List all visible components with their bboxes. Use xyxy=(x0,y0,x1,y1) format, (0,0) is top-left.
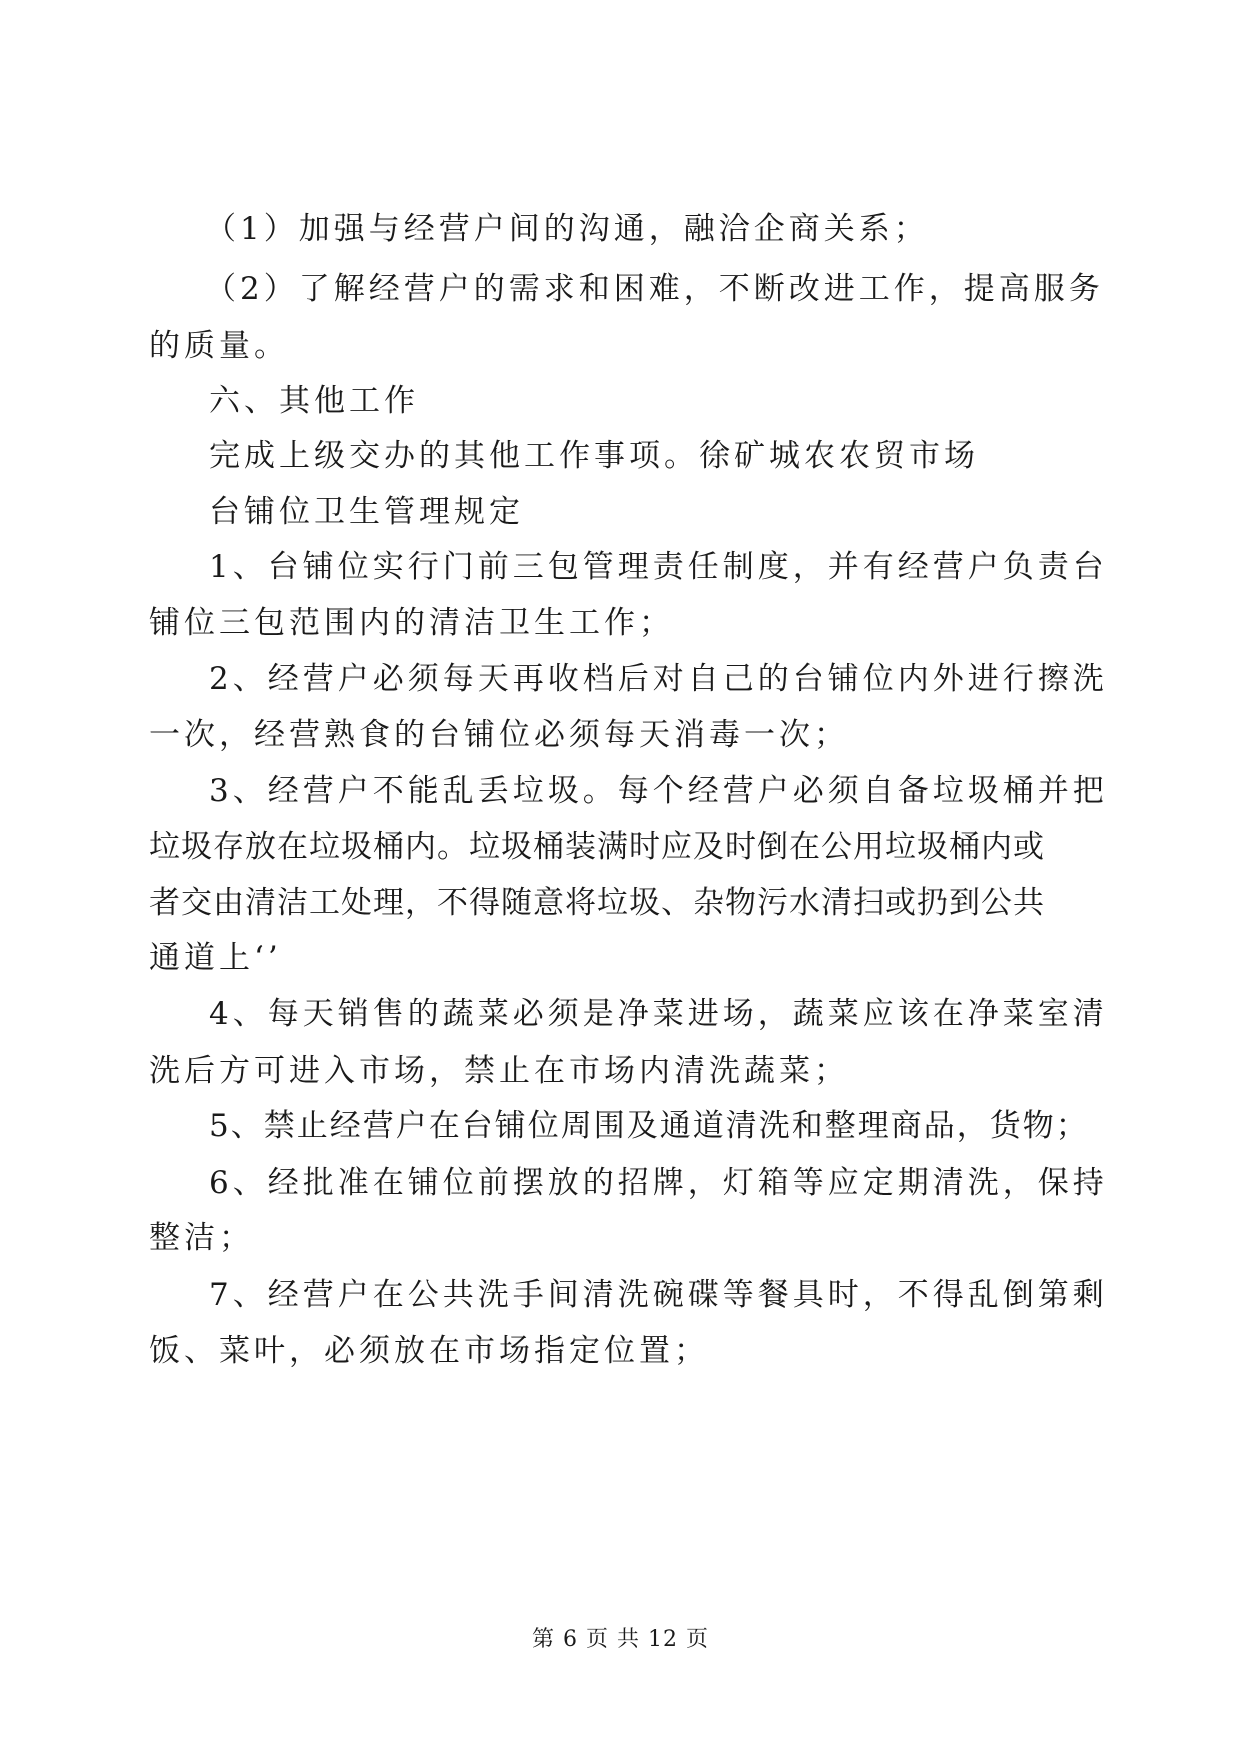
list-item: 1、台铺位实行门前三包管理责任制度，并有经营户负责台 xyxy=(209,549,1108,585)
list-item: 6、经批准在铺位前摆放的招牌，灯箱等应定期清洗，保持 xyxy=(209,1165,1108,1201)
text-line: 完成上级交办的其他工作事项。徐矿城农农贸市场 xyxy=(209,438,979,474)
text-line: 通道上‘’ xyxy=(149,940,282,976)
list-item: 3、经营户不能乱丢垃圾。每个经营户必须自备垃圾桶并把 xyxy=(209,773,1108,809)
document-title: 台铺位卫生管理规定 xyxy=(209,494,524,530)
text-line: （1）加强与经营户间的沟通，融洽企商关系； xyxy=(205,211,929,247)
section-heading: 六、其他工作 xyxy=(209,383,419,419)
text-line: 整洁； xyxy=(149,1220,254,1256)
text-line: 一次，经营熟食的台铺位必须每天消毒一次； xyxy=(149,717,849,753)
text-line: 者交由清洁工处理，不得随意将垃圾、杂物污水清扫或扔到公共 xyxy=(149,885,1045,921)
page-number-footer: 第 6 页 共 12 页 xyxy=(532,1627,709,1652)
list-item: 5、禁止经营户在台铺位周围及通道清洗和整理商品，货物； xyxy=(209,1108,1089,1144)
text-line: （2）了解经营户的需求和困难，不断改进工作，提高服务 xyxy=(205,271,1104,307)
text-line: 铺位三包范围内的清洁卫生工作； xyxy=(149,605,674,641)
text-line: 饭、菜叶，必须放在市场指定位置； xyxy=(149,1333,709,1369)
text-line: 洗后方可进入市场，禁止在市场内清洗蔬菜； xyxy=(149,1053,849,1089)
list-item: 4、每天销售的蔬菜必须是净菜进场，蔬菜应该在净菜室清 xyxy=(209,996,1108,1032)
list-item: 2、经营户必须每天再收档后对自己的台铺位内外进行擦洗 xyxy=(209,661,1108,697)
text-line: 的质量。 xyxy=(149,328,289,364)
text-line: 垃圾存放在垃圾桶内。垃圾桶装满时应及时倒在公用垃圾桶内或 xyxy=(149,829,1045,865)
list-item: 7、经营户在公共洗手间清洗碗碟等餐具时，不得乱倒第剩 xyxy=(209,1277,1108,1313)
